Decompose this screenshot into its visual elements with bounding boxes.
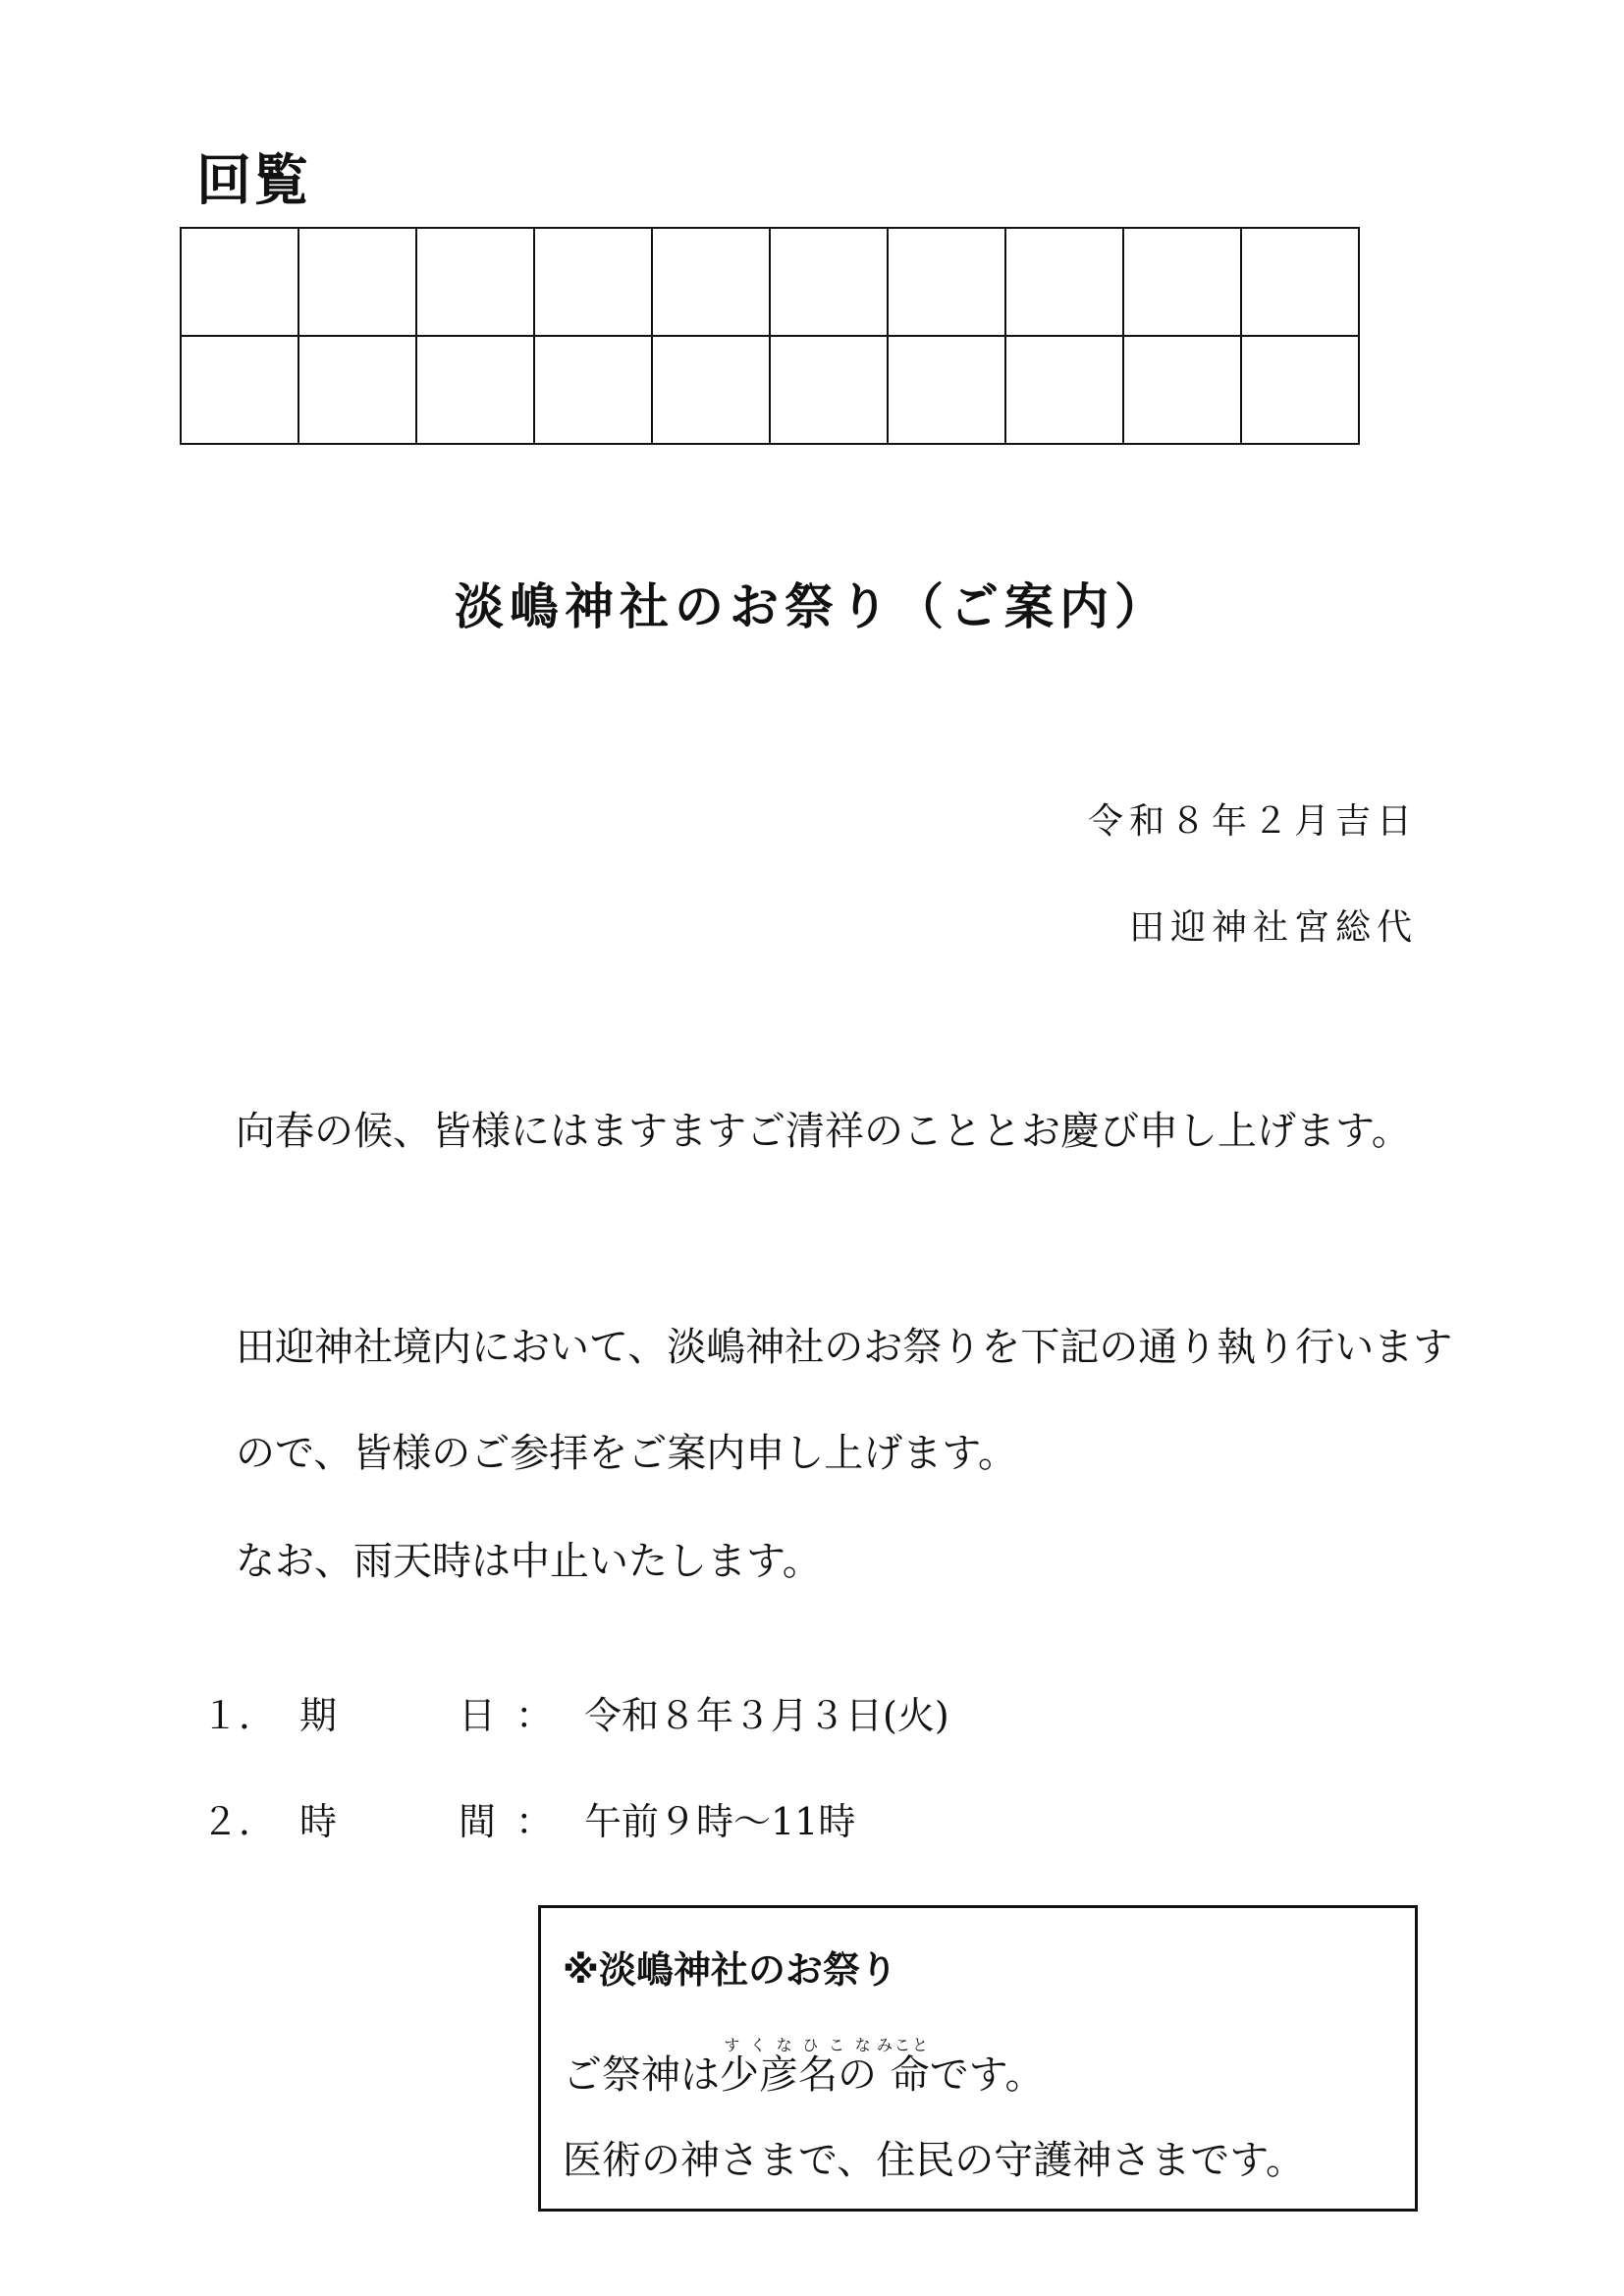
greeting-paragraph: 向春の候、皆様にはますますご清祥のこととお慶び申し上げます。 — [236, 1109, 1411, 1154]
deity-name-ruby: 少彦名のすくなひこな — [720, 2036, 877, 2098]
stamp-row — [181, 336, 1359, 444]
infobox-title: ※淡嶋神社のお祭り — [563, 1948, 897, 1992]
sender-name: 田迎神社宮総代 — [1128, 907, 1418, 948]
stamp-cell — [181, 336, 298, 444]
item-label: 期 日 — [299, 1694, 496, 1737]
stamp-cell — [1005, 336, 1123, 444]
item-label: 時 間 — [299, 1800, 496, 1843]
stamp-cell — [416, 336, 534, 444]
schedule-item-time — [201, 1791, 855, 1845]
deity-info-box — [538, 1905, 1418, 2212]
stamp-cell — [1005, 228, 1123, 336]
deity-line: ご祭神は少彦名のすくなひこな 命みことです。 — [563, 2036, 1045, 2098]
issue-date: 令和８年２月吉日 — [1087, 801, 1418, 842]
stamp-cell — [416, 228, 534, 336]
item-colon: ： — [515, 1694, 554, 1737]
stamp-cell — [652, 336, 770, 444]
deity-description: 医術の神さまで、住民の守護神さまです。 — [563, 2138, 1305, 2183]
stamp-cell — [1241, 228, 1359, 336]
item-number: ２． — [201, 1800, 277, 1843]
stamp-cell — [1123, 228, 1241, 336]
item-value: 令和８年３月３日(火) — [584, 1694, 949, 1737]
stamp-cell — [1123, 336, 1241, 444]
stamp-cell — [298, 336, 416, 444]
item-number: １． — [201, 1694, 277, 1737]
stamp-row — [181, 228, 1359, 336]
stamp-cell — [534, 228, 652, 336]
stamp-cell — [770, 336, 888, 444]
mikoto-ruby: 命みこと — [877, 2036, 931, 2098]
circulation-label: 回覧 — [196, 149, 310, 213]
rain-notice: なお、雨天時は中止いたします。 — [236, 1539, 822, 1584]
item-colon: ： — [515, 1800, 554, 1843]
stamp-cell — [1241, 336, 1359, 444]
circulation-stamp-table — [180, 227, 1360, 445]
stamp-cell — [534, 336, 652, 444]
stamp-cell — [652, 228, 770, 336]
stamp-cell — [181, 228, 298, 336]
stamp-cell — [770, 228, 888, 336]
document-title: 淡嶋神社のお祭り（ご案内） — [455, 578, 1169, 635]
announcement-paragraph: 田迎神社境内において、淡嶋神社のお祭りを下記の通り執り行いますので、皆様のご参拝をご案内申し上げます。 — [236, 1325, 1453, 1476]
schedule-item-date — [201, 1685, 949, 1739]
stamp-cell — [888, 336, 1005, 444]
stamp-cell — [888, 228, 1005, 336]
item-value: 午前９時～11時 — [584, 1800, 856, 1843]
stamp-cell — [298, 228, 416, 336]
